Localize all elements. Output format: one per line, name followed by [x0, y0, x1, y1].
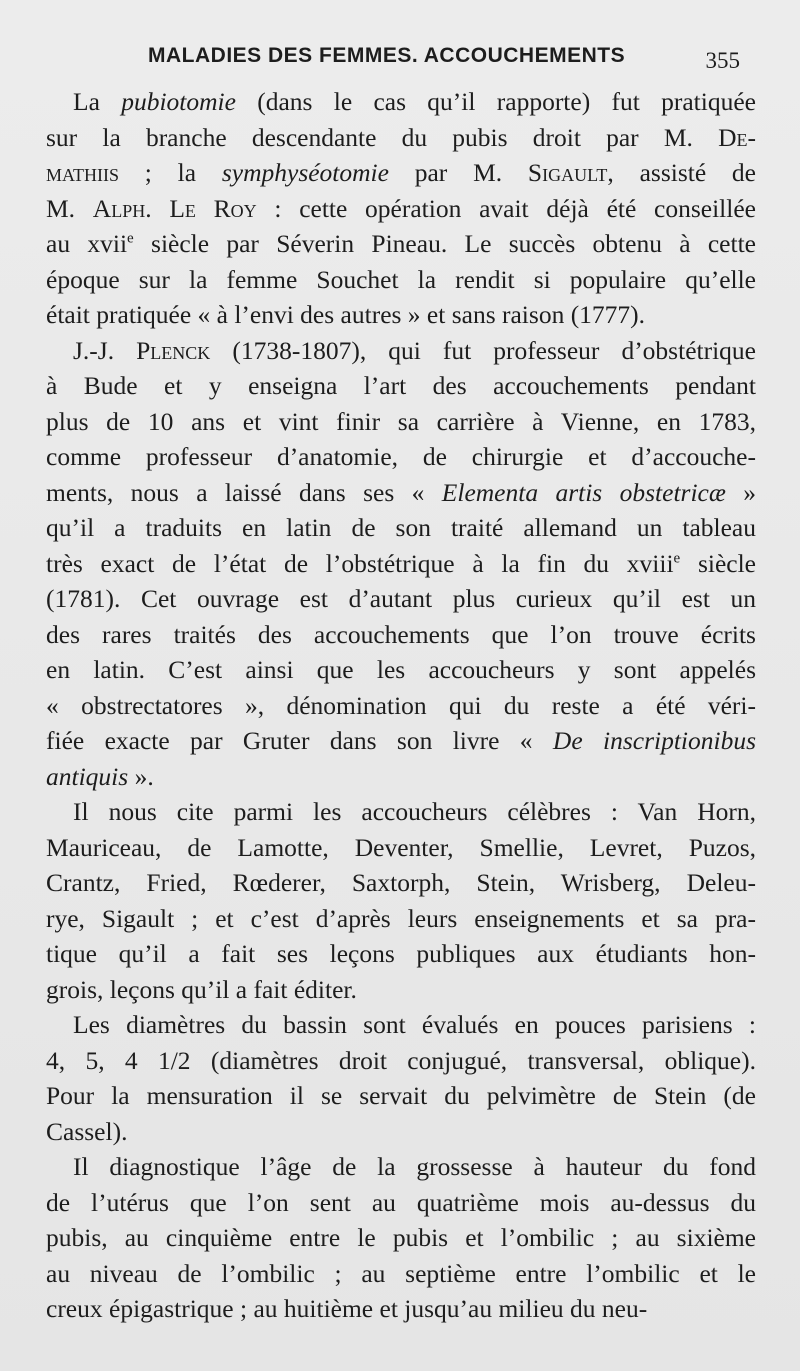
text-run: De- [718, 122, 756, 152]
text-run: « obstrectatores », dénomination qui du reste a été véri- [46, 690, 756, 720]
text-line [46, 546, 756, 582]
text-line [46, 759, 756, 795]
text-run: Crantz, Fried, Rœderer, Saxtorph, Stein, Wrisberg, Deleu- [46, 868, 756, 897]
text-line [46, 972, 756, 1008]
text-run: symphyséotomie [221, 158, 389, 187]
paragraph [46, 794, 756, 1007]
text-run: Plenck [136, 335, 211, 365]
text-run: Pour la mensuration il se servait du pelvimètre de Stein (de [46, 1081, 756, 1110]
text-run: ; la [119, 158, 222, 187]
text-run: par M. [388, 158, 528, 187]
text-run: mathiis [46, 158, 120, 187]
text-run: J.-J. [73, 335, 137, 365]
text-run: siècle [680, 548, 756, 578]
page-number: 355 [705, 48, 740, 73]
text-line [46, 865, 756, 901]
text-run: » [725, 477, 757, 507]
text-run: Mauriceau, de Lamotte, Deventer, Smellie, Levret, Puzos, [46, 832, 756, 862]
text-run: M. [46, 193, 93, 223]
text-line [46, 155, 756, 191]
text-run: e [127, 230, 134, 247]
text-line [46, 1007, 756, 1043]
text-run: grois, leçons qu’il a fait éditer. [46, 974, 357, 1004]
body-text [46, 84, 756, 1327]
text-line [46, 475, 756, 511]
text-run: De inscriptionibus [552, 726, 757, 755]
text-run: : cette opération avait déjà été conseillée [256, 193, 756, 223]
text-line [46, 439, 756, 475]
page-header [46, 40, 756, 84]
text-run: pubiotomie [121, 87, 236, 116]
text-run: fiée exacte par Gruter dans son livre « [46, 726, 553, 755]
text-run: Il nous cite parmi les accoucheurs célèbres : Van Horn, [73, 797, 756, 826]
text-line [46, 581, 756, 617]
running-head: MALADIES DES FEMMES. ACCOUCHEMENTS [148, 44, 626, 67]
text-run: (dans le cas qu’il rapporte) fut pratiquée [235, 87, 756, 116]
text-run: comme professeur d’anatomie, de chirurgie et d’accouche- [46, 442, 756, 471]
text-line [46, 404, 756, 440]
text-line [46, 617, 756, 653]
text-line [46, 901, 756, 937]
text-run: Les diamètres du bassin sont évalués en pouces parisiens : [73, 1010, 756, 1039]
text-line [46, 936, 756, 972]
text-run: en latin. C’est ainsi que les accoucheurs y sont appelés [46, 655, 756, 684]
text-run: tique qu’il a fait ses leçons publiques aux étudiants hon- [46, 939, 756, 968]
text-run: à Bude et y enseigna l’art des accouchements pendant [46, 371, 756, 400]
text-line [46, 368, 756, 404]
paragraph [46, 1007, 756, 1149]
paragraph [46, 333, 756, 795]
text-line [46, 830, 756, 866]
text-line [46, 120, 756, 156]
text-run: Elementa artis obstetricæ [441, 477, 726, 507]
text-line [46, 262, 756, 298]
text-line [46, 510, 756, 546]
text-line [46, 794, 756, 830]
text-run: plus de 10 ans et vint finir sa carrière à Vienne, en 1783, [46, 406, 756, 436]
text-run: antiquis [46, 761, 129, 791]
text-run: , assisté de [607, 158, 756, 187]
text-run: Le Roy [169, 193, 257, 223]
text-run: creux épigastrique ; au huitième et jusqu’au milieu du neu- [46, 1294, 648, 1323]
text-run: 4, 5, 4 1/2 (diamètres droit conjugué, transversal, oblique). [46, 1045, 756, 1075]
text-line [46, 1291, 756, 1327]
text-run: e [673, 550, 681, 566]
text-line [46, 297, 756, 333]
text-run: Alph. [92, 193, 152, 223]
text-run: très exact de l’état de l’obstétrique à la fin du xviii [46, 548, 674, 578]
text-run: pubis, au cinquième entre le pubis et l’ombilic ; au sixième [46, 1223, 756, 1252]
text-line [46, 1078, 756, 1114]
text-run: (1738-1807), qui fut professeur d’obstétrique [210, 335, 756, 365]
text-line [46, 1220, 756, 1256]
paragraph [46, 1149, 756, 1327]
text-run: Cassel). [46, 1116, 128, 1146]
text-run: La [73, 87, 122, 116]
text-run: siècle par Séverin Pineau. Le succès obtenu à cette [133, 229, 756, 258]
text-run: (1781). Cet ouvrage est d’autant plus curieux qu’il est un [46, 584, 756, 613]
text-line [46, 688, 756, 724]
text-run: était pratiquée « à l’envi des autres » et sans raison (1777). [46, 300, 646, 329]
text-line [46, 333, 756, 369]
text-run: ». [128, 761, 154, 791]
text-line [46, 226, 756, 262]
text-run: de l’utérus que l’on sent au quatrième mois au-dessus du [46, 1187, 756, 1217]
text-run: époque sur la femme Souchet la rendit si populaire qu’elle [46, 264, 756, 294]
text-line [46, 723, 756, 759]
text-line [46, 191, 756, 227]
paragraph [46, 84, 756, 333]
text-run: Il diagnostique l’âge de la grossesse à hauteur du fond [73, 1152, 756, 1181]
text-run: sur la branche descendante du pubis droit par M. [46, 122, 719, 152]
text-line [46, 1114, 756, 1150]
text-run: qu’il a traduits en latin de son traité allemand un tableau [46, 513, 756, 542]
text-run: rye, Sigault ; et c’est d’après leurs enseignements et sa pra- [46, 903, 756, 933]
text-line [46, 1043, 756, 1079]
text-run: Sigault [527, 158, 608, 187]
text-run: au niveau de l’ombilic ; au septième entre l’ombilic et le [46, 1258, 756, 1288]
text-line [46, 1185, 756, 1221]
text-run: au xvii [46, 229, 128, 258]
text-line [46, 1149, 756, 1185]
text-run: des rares traités des accouchements que l’on trouve écrits [46, 619, 756, 649]
text-line [46, 652, 756, 688]
text-line [46, 84, 756, 120]
text-run: ments, nous a laissé dans ses « [46, 477, 442, 507]
text-line [46, 1256, 756, 1292]
text-run [152, 194, 170, 223]
